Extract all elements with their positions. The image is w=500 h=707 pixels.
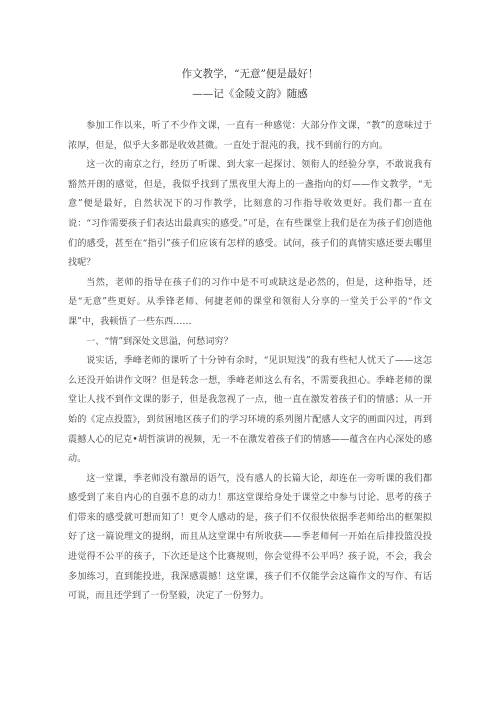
paragraph-lesson-reflection: 这一堂课，季老师没有激昂的语气，没有感人的长篇大论，却连在一旁听课的我们都感受到了来自内心的自强不息的动力！那这堂课给身处于课堂之中参与讨论、思考的孩子们带来的感受就可想而知了！更令人感动的是，孩子们不仅很快依据季老师给出的框架拟好了这一篇说理文的提纲，而且从这堂课中有所收获——季老师何一开始在后排投篮没投进觉得不公平的孩子，下次还是这个比赛规则，你会觉得不公平吗？孩子说，不会，我会多加练习，直到能投进，我深感震撼！这堂课，孩子们不仅能学会这篇作文的写作、有话可说，而且还学到了一份坚毅，决定了一份努力。 — [68, 473, 432, 602]
section-heading-1: 一、“情”到深处文思溢，何愁词穷？ — [86, 336, 233, 347]
paragraph-intro: 参加工作以来，听了不少作文课，一直有一种感觉：大部分作文课，“教”的意味过于浓厚，但是，似乎大多都是收效甚微。一直处于混沌的我，找不到前行的方向。 — [68, 121, 432, 151]
paragraph-guidance: 当然，老师的指导在孩子们的习作中是不可或缺这是必然的，但是，这种指导，还是“无意”些更好。从季锋老师、何捷老师的课堂和领衔人分享的一堂关于公平的“作文课”中，我顿悟了一些东西…… — [68, 277, 432, 327]
document-body — [68, 117, 432, 607]
paragraph-jifeng-lesson: 说实话，季峰老师的课听了十分钟有余时，“见识短浅”的我有些杞人忧天了——这怎么还没开始讲作文呀？但是转念一想，季峰老师这么有名，不需要我担心。季峰老师的课堂让人找不到作文课的影子，但是我忽视了一点，他一直在激发着孩子们的情感；从一开始的《定点投篮》，到贫困地区孩子们的学习环境的系列图片配感人文字的画面闪过，再到震撼人心的尼克•胡哲演讲的视频，无一不在激发着孩子们的情感——蕴含在内心深处的感动。 — [68, 356, 432, 465]
document-subtitle: ——记《金陵文韵》随感 — [192, 88, 308, 100]
document-title: 作文教学，“无意”便是最好！ — [181, 68, 319, 80]
paragraph-nanjing-trip: 这一次的南京之行，经历了听课、到大家一起探讨、领衔人的经验分享，不敢说我有豁然开朗的感觉，但是，我似乎找到了黑夜里大海上的一盏指向的灯——作文教学，“无意”便是最好，自然状况下的习作教学，比刻意的习作指导收效更好。我们都一直在说：“习作需要孩子们表达出最真实的感受。”可是，在有些课堂上我们是在为孩子们创造他们的感受，甚至在“指引”孩子们应该有怎样的感受。试问，孩子们的真情实感还要去哪里找呢？ — [68, 160, 432, 269]
